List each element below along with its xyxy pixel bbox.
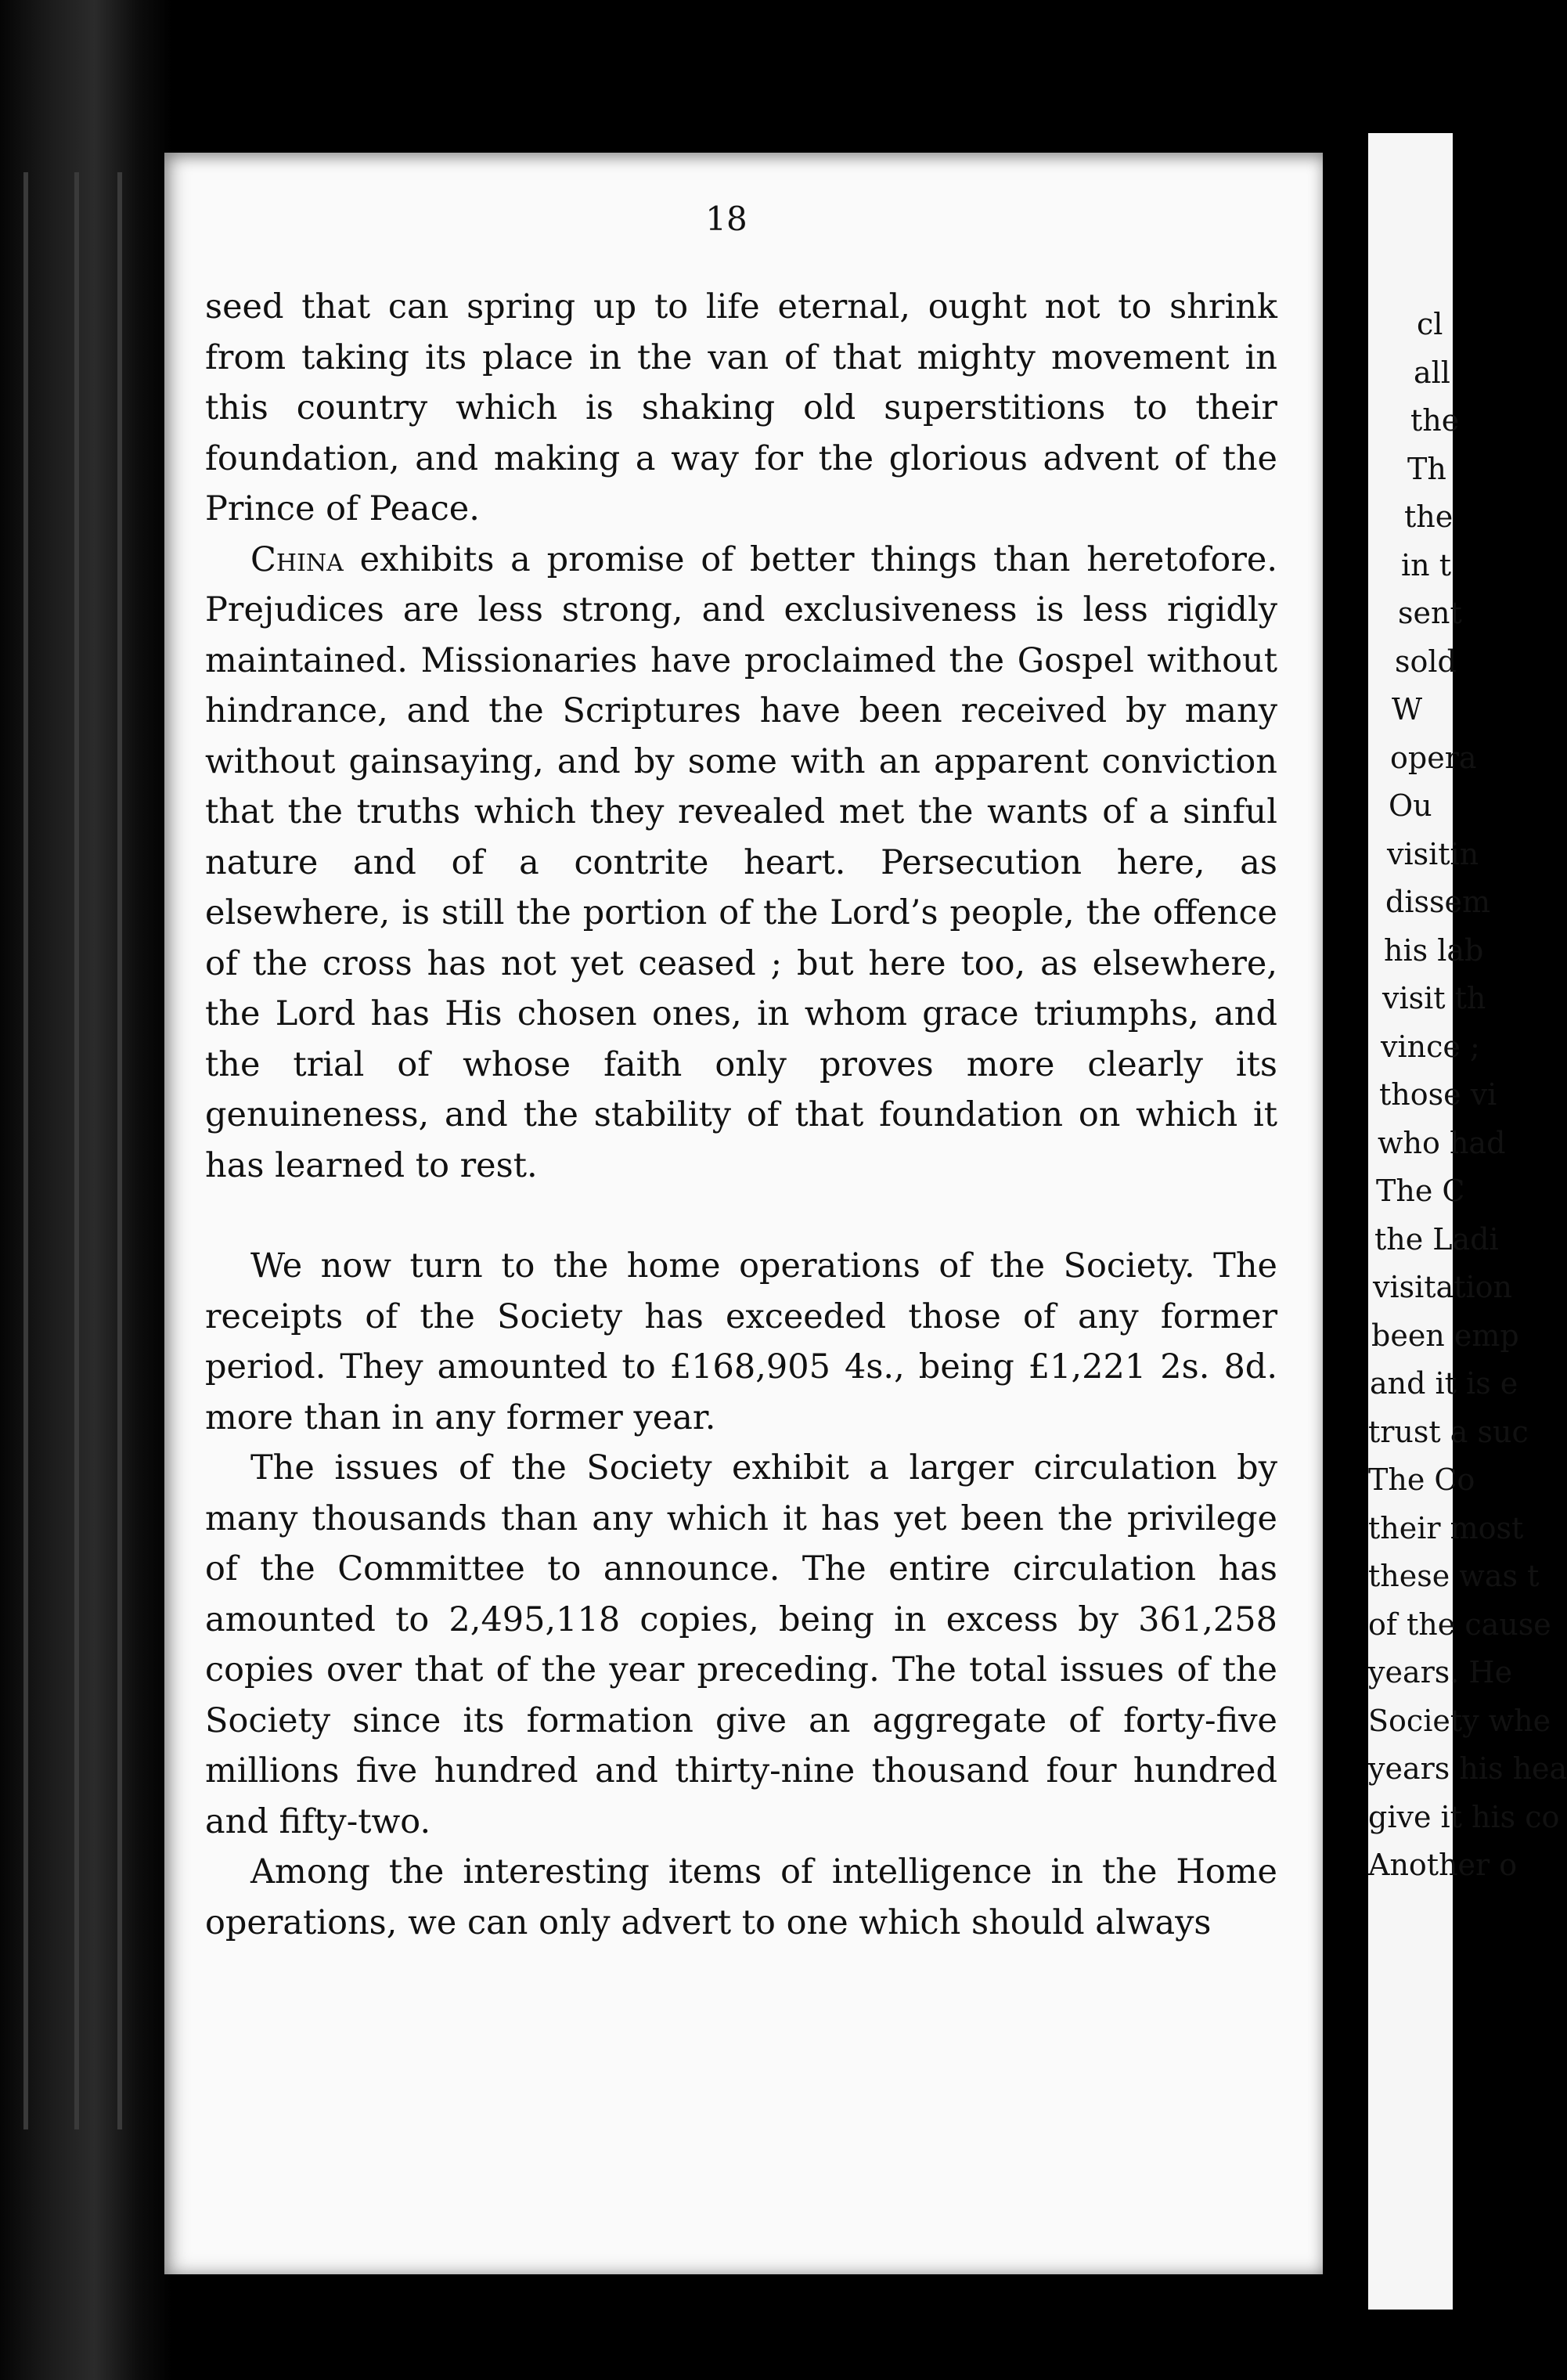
spine-edge	[117, 172, 122, 2129]
right-page-line: visitation	[1373, 1270, 1512, 1304]
spine-edge	[74, 172, 79, 2129]
right-page-line: cl	[1417, 307, 1443, 341]
paragraph-text: We now turn to the home operations of the Society. The receipts of the Society has exceeded those of any former period. They amounted to £168,905 4s., being £1,221 2s. 8d. more than in any former year.	[205, 1246, 1277, 1437]
right-page-line: opera	[1390, 740, 1477, 775]
page-body	[205, 282, 1277, 1948]
paragraph-text: exhibits a promise of better things than heretofore. Prejudices are less strong, and exclusiveness is less rigidly maintained. Missionaries have proclaimed the Gospel without hindrance, and the Scriptures have been received by many without gainsaying, and by some with an apparent conviction that the truths which they revealed met the wants of a sinful nature and of a contrite heart. Persecution here, as elsewhere, is still the portion of the Lord’s people, the offence of the cross has not yet ceased ; but here too, as elsewhere, the Lord has His chosen ones, in whom grace triumphs, and the trial of whose faith only proves more clearly its genuineness, and the stability of that foundation on which it has learned to rest.	[205, 539, 1277, 1185]
right-page-line: Ou	[1389, 788, 1432, 823]
paragraph-5	[205, 1847, 1277, 1948]
right-page-line: who had	[1378, 1125, 1506, 1160]
right-page-line: the	[1410, 403, 1460, 438]
right-page-line: been emp	[1371, 1318, 1519, 1353]
right-page-line: sent	[1398, 596, 1462, 630]
page-gutter	[1323, 117, 1368, 2310]
paragraph-text: seed that can spring up to life eternal, ought not to shrink from taking its place in the van of that mighty movement in this country which is shaking old superstitions to their foundation, and making a way for the glorious advent of the Prince of Peace.	[205, 287, 1277, 528]
paragraph-lead: China	[250, 539, 344, 579]
right-page-line: Society whe	[1368, 1703, 1551, 1738]
right-page-line: years. He	[1368, 1655, 1513, 1689]
right-page-line: W	[1392, 692, 1423, 727]
spine-edge	[23, 172, 28, 2129]
right-page-line: and it is e	[1370, 1366, 1518, 1401]
right-page-line: visitin	[1387, 836, 1479, 871]
paragraph-text: Among the interesting items of intelligence in the Home operations, we can only advert to one which should always	[205, 1852, 1277, 1942]
right-page-line: his lab	[1384, 932, 1484, 968]
right-page-line: these was t	[1368, 1559, 1540, 1593]
right-page-line: trust a suc	[1368, 1414, 1529, 1449]
right-page-line: vince ;	[1381, 1029, 1480, 1064]
paragraph-3	[205, 1241, 1277, 1443]
right-page-line: sold	[1395, 644, 1457, 679]
paragraph-2	[205, 535, 1277, 1192]
right-page-line: their most	[1368, 1510, 1524, 1545]
right-page-line: give it his co	[1368, 1799, 1560, 1834]
right-page-line: of the cause	[1368, 1606, 1551, 1642]
paragraph-4	[205, 1443, 1277, 1847]
right-page-line: in t	[1401, 547, 1451, 582]
right-page-line: visit th	[1382, 981, 1486, 1015]
right-page-line: all	[1414, 355, 1450, 390]
right-page	[1368, 133, 1567, 2310]
right-page-line: the	[1404, 499, 1454, 534]
right-page-line: the Ladi	[1374, 1221, 1499, 1257]
right-page-line: Another o	[1368, 1848, 1518, 1882]
section-gap	[205, 1191, 1277, 1241]
right-page-line: dissem	[1385, 885, 1491, 919]
book-spine	[0, 0, 172, 2380]
right-page-line: years his hea	[1368, 1751, 1567, 1786]
right-page-line: The Co	[1368, 1462, 1475, 1497]
page-number: 18	[705, 200, 747, 238]
paragraph-1	[205, 282, 1277, 535]
right-page-line: those vi	[1379, 1077, 1497, 1112]
right-page-line: Th	[1407, 451, 1446, 486]
paragraph-text: The issues of the Society exhibit a larger circulation by many thousands than any which it has yet been the privilege of the Committee to announce. The entire circulation has amounted to 2,495,118 copies, being in excess by 361,258 copies over that of the year preceding. The total issues of the Society since its formation give an aggregate of forty-five millions five hundred and thirty-nine thousand four hundred and fifty-two.	[205, 1448, 1277, 1841]
right-page-line: The C	[1376, 1174, 1465, 1208]
